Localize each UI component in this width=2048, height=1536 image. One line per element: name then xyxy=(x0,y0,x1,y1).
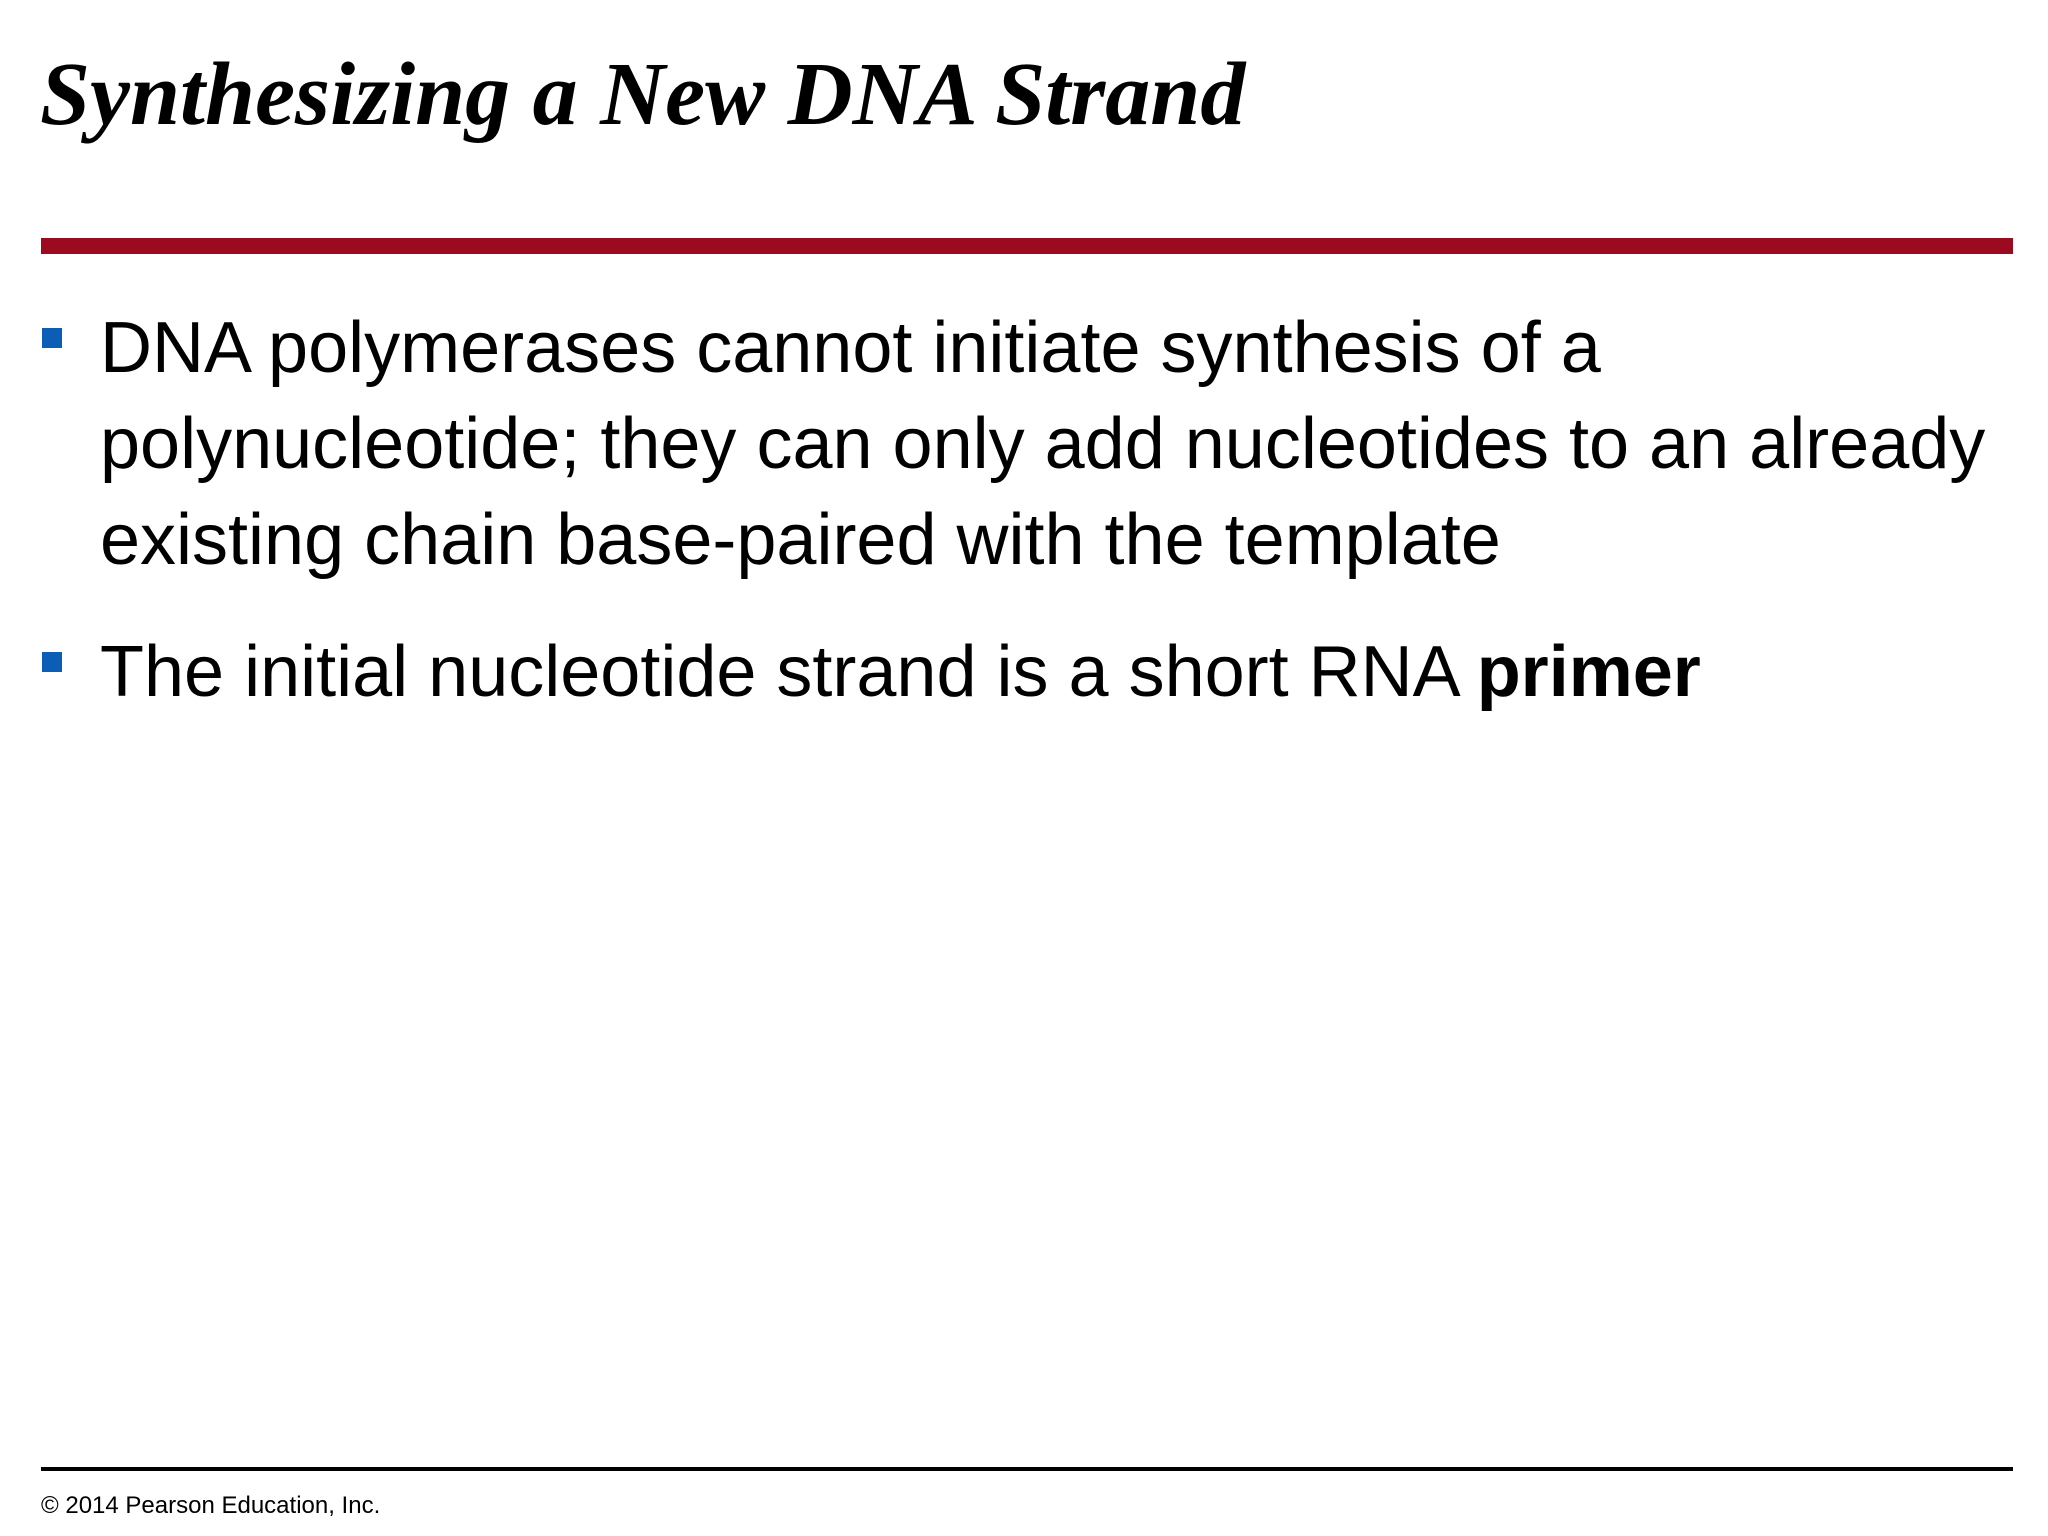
title-divider xyxy=(41,238,2013,254)
square-bullet-icon xyxy=(42,328,62,348)
bullet-text: DNA polymerases cannot initiate synthesis of a polynucleotide; they can only add nucleotides to an already existing chain base-paired with the template xyxy=(100,308,1986,580)
footer-divider xyxy=(41,1467,2013,1471)
bullet-text: The initial nucleotide strand is a short RNA xyxy=(100,632,1477,712)
slide-title: Synthesizing a New DNA Strand xyxy=(40,45,1246,144)
bullet-item xyxy=(40,624,2000,720)
copyright-notice: © 2014 Pearson Education, Inc. xyxy=(41,1492,381,1519)
square-bullet-icon xyxy=(42,652,62,672)
bold-term: primer xyxy=(1476,632,1701,712)
bullet-list xyxy=(40,300,2000,720)
bullet-item xyxy=(40,300,2000,588)
